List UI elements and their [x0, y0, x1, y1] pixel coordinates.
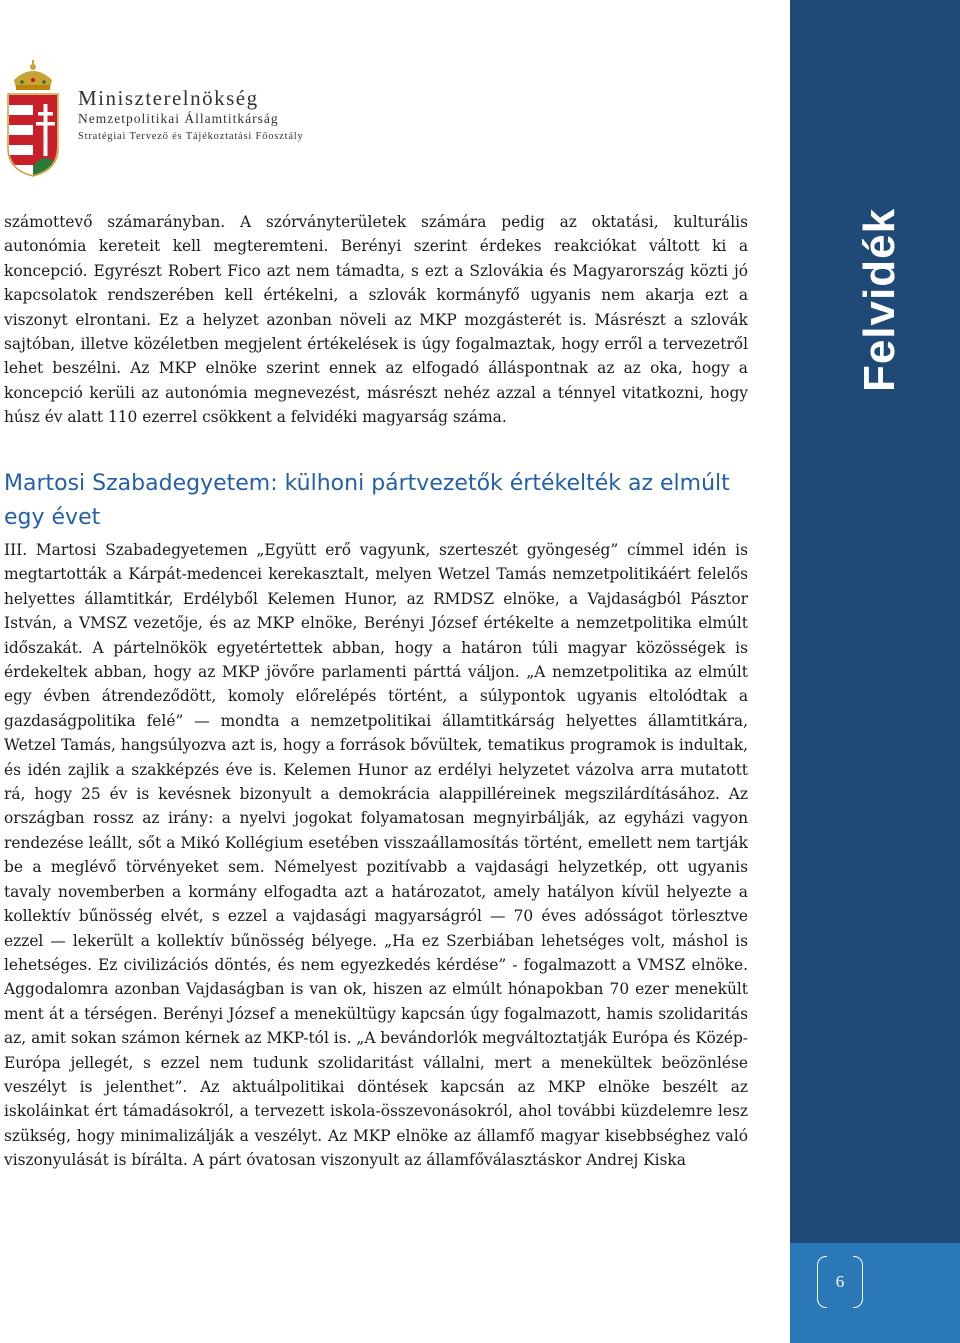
page-number: 6 — [835, 1272, 845, 1291]
page-number-band — [790, 1243, 960, 1343]
article-paragraph-1: számottevő számarányban. A szórványterületek számára pedig az oktatási, kulturális autonómia kereteit kell megteremteni. Berényi szerint érdekes reakciókat váltott ki a koncepció. Egyrészt Robert Fico azt nem támadta, s ezt a Szlovákia és Magyarország közti jó kapcsolatok rendszerében kell értékelni, a szlovák kormányfő ugyanis nem akarja ezt a viszonyt elrontani. Ez a helyzet azonban növeli az MKP mozgásterét is. Másrészt a szlovák sajtóban, illetve közéletben megjelent értékelések is úgy fogalmaztak, hogy erről a tervezetről lehet beszélni. Az MKP elnöke szerint ennek az elfogadó álláspontnak az az oka, hogy a koncepció kerüli az autonómia megnevezést, másrészt nehéz azzal a ténnyel vitatkozni, hogy húsz év alatt 110 ezerrel csökkent a felvidéki magyarság száma. — [4, 213, 748, 427]
article-heading: Martosi Szabadegyetem: külhoni pártvezetők értékelték az elmúlt egy évet — [4, 471, 730, 530]
page-number-box — [817, 1256, 863, 1308]
hungarian-coat-of-arms-icon — [4, 58, 62, 178]
section-title: Felvidék — [855, 207, 904, 393]
section-title-vertical — [820, 207, 940, 393]
org-name: Miniszterelnökség — [78, 86, 259, 110]
sidebar-band — [790, 0, 960, 1343]
article-paragraph-2: III. Martosi Szabadegyetemen „Együtt erő vagyunk, szerteszét gyöngeség” címmel idén is megtartották a Kárpát-medencei kerekasztalt, melyen Wetzel Tamás nemzetpolitikáért felelős helyettes államtitkár, Erdélyből Kelemen Hunor, az RMDSZ elnöke, a Vajdaságból Pásztor István, a VMSZ vezetője, és az MKP elnöke, Berényi József értékelte a nemzetpolitika elmúlt időszakát. A pártelnökök egyetértettek abban, hogy a határon túli magyar közösségek is érdekeltek abban, hogy az MKP jövőre parlamenti párttá váljon. „A nemzetpolitika az elmúlt egy évben átrendeződött, komoly előrelépés történt, a súlypontok ugyanis eltolódtak a gazdaságpolitika felé” — mondta a nemzetpolitikai államtitkárság helyettes államtitkára, Wetzel Tamás, hangsúlyozva azt is, hogy a források bővültek, tematikus programok is indultak, és idén zajlik a szakképzés éve is. Kelemen Hunor az erdélyi helyzetet vázolva arra mutatott rá, hogy 25 év is kevésnek bizonyult a demokrácia alappilléreinek megszilárdításához. Az országban rossz az irány: a nyelvi jogokat folyamatosan megnyirbálják, az egyházi vagyon rendezése leállt, sőt a Mikó Kollégium esetében visszaállamosítás történt, emellett nem tartják be a meglévő törvényeket sem. Némelyest pozitívabb a vajdasági helyzetkép, ott ugyanis tavaly novemberben a kormány elfogadta azt a határozatot, amely hatályon kívül helyezte a kollektív bűnösség elvét, s ezzel a vajdasági magyarságról — 70 éves adósságot törlesztve ezzel — lekerült a kollektív bűnösség bélyege. „Ha ez Szerbiában lehetséges volt, máshol is lehetséges. Ez civilizációs döntés, és nem egyezkedés kérdése” - fogalmazott a VMSZ elnöke. Aggodalomra azonban Vajdaságban is van ok, hiszen az elmúlt hónapokban 70 ezer menekült ment át a térségen. Berényi József a menekültügy kapcsán úgy fogalmazott, hamis szolidaritás az, amit sokan számon kérnek az MKP-tól is. „A bevándorlók megváltoztatják Európa és Közép-Európa jellegét, s ezzel nem tudunk szolidaritást vállalni, mert a menekültek beözönlése veszélyt is jelenthet”. Az aktuálpolitikai döntések kapcsán az MKP elnöke beszélt az iskoláinkat ért támadásokról, a tervezett iskola-összevonásokról, ahol további küzdelemre lesz szükség, hogy minimalizálják a veszélyt. Az MKP elnöke az államfő magyar kisebbséghez való viszonyulását is bírálta. A párt óvatosan viszonyult az államfőválasztáskor Andrej Kiska — [4, 541, 748, 1170]
organization-header — [78, 86, 304, 144]
org-secretariat: Nemzetpolitikai Államtitkárság — [78, 111, 279, 126]
org-department: Stratégiai Tervező és Tájékoztatási Főosztály — [78, 131, 304, 142]
